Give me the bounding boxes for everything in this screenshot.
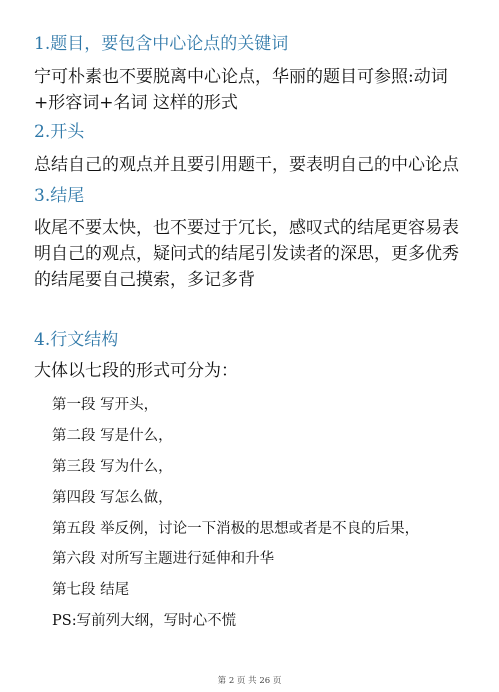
structure-item: 第四段 写怎么做， xyxy=(52,490,173,506)
section-body-title: 宁可朴素也不要脱离中心论点，华丽的题目可参照:动词+形容词+名词 这样的形式 xyxy=(34,67,448,113)
structure-item: 第七段 结尾 xyxy=(52,582,130,598)
structure-item-ps: PS:写前列大纲，写时心不慌 xyxy=(52,613,237,629)
section-body-structure: 大体以七段的形式可分为： xyxy=(34,361,238,381)
structure-item: 第三段 写为什么， xyxy=(52,459,173,475)
section-body-opening: 总结自己的观点并且要引用题干，要表明自己的中心论点 xyxy=(34,155,459,175)
structure-item: 第一段 写开头， xyxy=(52,397,159,413)
section-heading-structure: 4.行文结构 xyxy=(34,330,119,350)
section-body-ending: 收尾不要太快，也不要过于冗长，感叹式的结尾更容易表明自己的观点，疑问式的结尾引发读者的深思，更多优秀的结尾要自己摸索，多记多背 xyxy=(34,218,459,290)
structure-item: 第六段 对所写主题进行延伸和升华 xyxy=(52,551,275,567)
structure-item: 第二段 写是什么， xyxy=(52,428,173,444)
section-heading-title: 1.题目，要包含中心论点的关键词 xyxy=(34,34,289,54)
page-number-footer: 第 2 页 共 26 页 xyxy=(217,676,282,686)
structure-item: 第五段 举反例，讨论一下消极的思想或者是不良的后果， xyxy=(52,521,420,537)
section-heading-ending: 3.结尾 xyxy=(34,186,85,206)
section-heading-opening: 2.开头 xyxy=(34,122,85,142)
